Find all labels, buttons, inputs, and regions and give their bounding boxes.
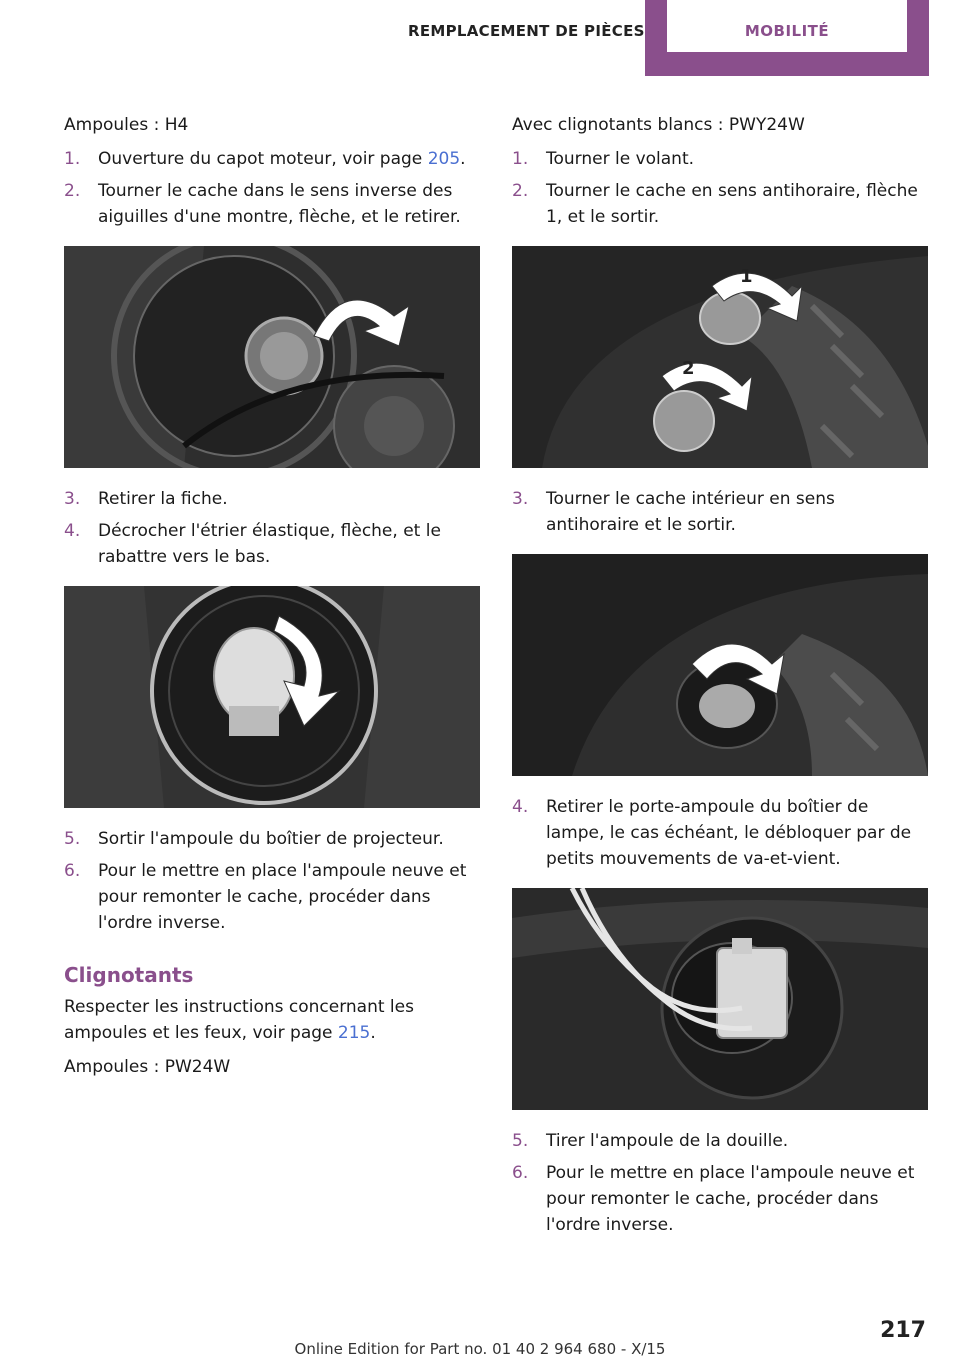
step-text: Pour le mettre en place l'ampoule neuve et pour remonter le cache, procéder dans l'ordre inverse. <box>546 1163 915 1235</box>
bulb-type-h4: Ampoules : H4 <box>64 115 189 135</box>
figure-headlight-cover <box>64 246 480 468</box>
instructions-paragraph: Respecter les instructions concernant les ampoules et les feux, voir page 215. <box>64 997 414 1043</box>
step-item <box>512 486 930 538</box>
step-item <box>64 858 482 936</box>
step-item <box>64 486 482 512</box>
bulb-type-pwy24w: Avec clignotants blancs : PWY24W <box>512 115 805 135</box>
step-text: Retirer le porte-ampoule du boîtier de lampe, le cas échéant, le débloquer par de petits mouvements de va-et-vient. <box>546 797 912 869</box>
chapter-title: MOBILITÉ <box>744 22 830 40</box>
step-item <box>64 518 482 570</box>
right-column <box>512 112 930 1244</box>
step-text: Pour le mettre en place l'ampoule neuve et pour remonter le cache, procéder dans l'ordre inverse. <box>98 861 467 933</box>
step-item <box>64 146 482 172</box>
step-number: 2. <box>64 181 81 201</box>
step-number: 5. <box>64 829 81 849</box>
step-item <box>512 1128 930 1154</box>
step-item <box>64 178 482 230</box>
step-number: 4. <box>512 797 529 817</box>
step-number: 4. <box>64 521 81 541</box>
page-number: 217 <box>880 1318 926 1343</box>
chapter-tab-inner <box>667 0 907 52</box>
step-text: Sortir l'ampoule du boîtier de projecteur. <box>98 829 444 849</box>
arrow-label-2: 2 <box>682 358 695 379</box>
step-text: Tourner le volant. <box>546 149 695 169</box>
footer-edition: Online Edition for Part no. 01 40 2 964 680 - X/15 <box>294 1340 666 1358</box>
step-item <box>512 794 930 872</box>
step-number: 6. <box>512 1163 529 1183</box>
page-link[interactable]: 205 <box>427 149 461 169</box>
figure-spring-clip <box>64 586 480 808</box>
section-heading-clignotants: Clignotants <box>64 963 194 987</box>
step-number: 3. <box>512 489 529 509</box>
step-item <box>512 178 930 230</box>
step-number: 1. <box>64 149 81 169</box>
step-number: 3. <box>64 489 81 509</box>
step-item <box>64 826 482 852</box>
step-text: Tourner le cache en sens antihoraire, flèche 1, et le sortir. <box>546 181 918 227</box>
step-number: 1. <box>512 149 529 169</box>
step-number: 6. <box>64 861 81 881</box>
step-text: Tirer l'ampoule de la douille. <box>546 1131 789 1151</box>
step-number: 2. <box>512 181 529 201</box>
step-number: 5. <box>512 1131 529 1151</box>
step-text: Décrocher l'étrier élastique, flèche, et le rabattre vers le bas. <box>98 521 441 567</box>
figure-inner-cover <box>512 554 928 776</box>
left-column <box>64 112 482 1088</box>
section-title: REMPLACEMENT DE PIÈCES <box>408 22 645 40</box>
step-text: Retirer la fiche. <box>98 489 228 509</box>
step-item <box>512 146 930 172</box>
chapter-tab <box>645 0 929 76</box>
step-text: Tourner le cache dans le sens inverse des aiguilles d'une montre, flèche, et le retirer. <box>98 181 461 227</box>
page-link[interactable]: 215 <box>337 1023 371 1043</box>
step-item <box>512 1160 930 1238</box>
figure-bulb-holder <box>512 888 928 1110</box>
step-text: Ouverture du capot moteur, voir page 205. <box>98 149 466 169</box>
figure-wheel-arch-cover <box>512 246 928 468</box>
bulb-type-pw24w: Ampoules : PW24W <box>64 1057 231 1077</box>
arrow-label-1: 1 <box>740 266 753 287</box>
step-text: Tourner le cache intérieur en sens antihoraire et le sortir. <box>546 489 835 535</box>
